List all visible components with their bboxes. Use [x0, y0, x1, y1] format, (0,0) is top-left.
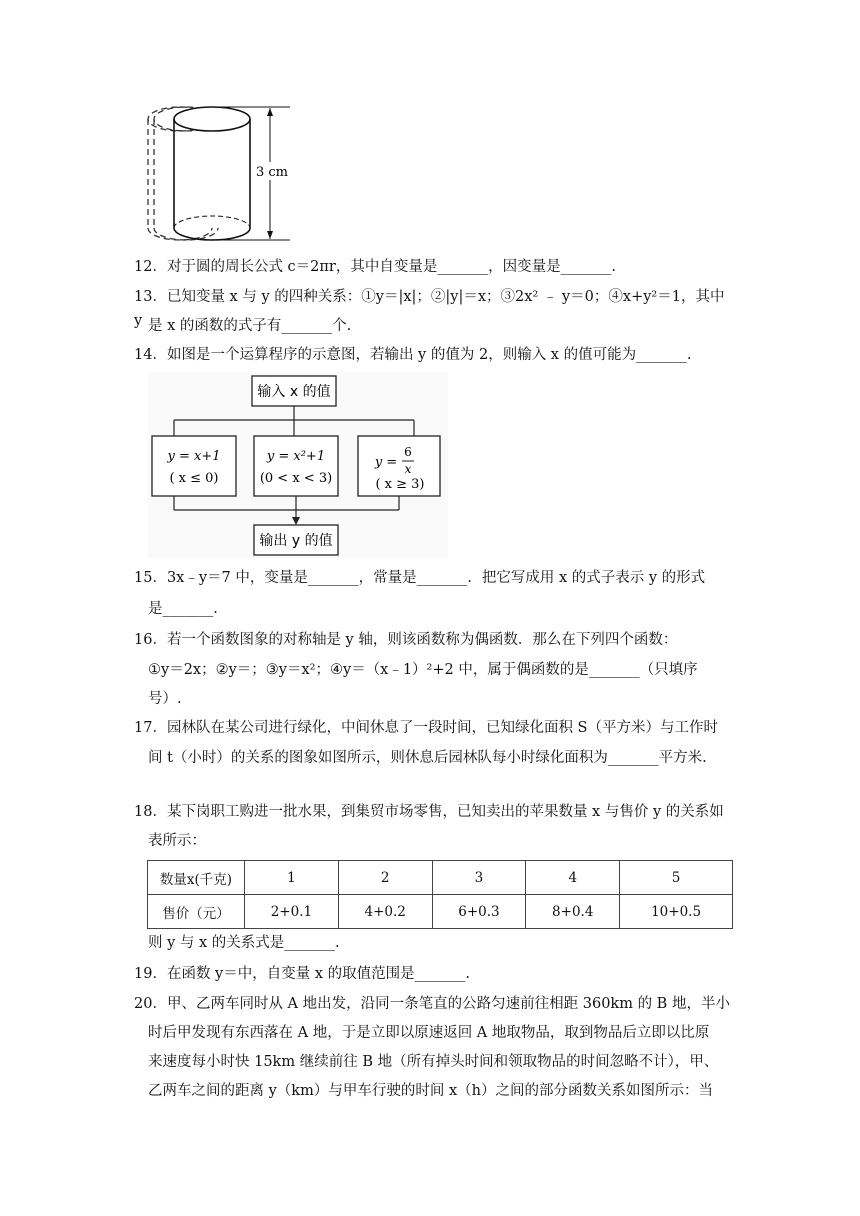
flow-box1-formula: y = x+1	[167, 449, 221, 464]
question-18-line2: 表所示：	[148, 833, 206, 849]
question-17-line2: 间 t（小时）的关系的图象如图所示，则休息后园林队每小时绿化面积为_______平方米.	[148, 750, 707, 766]
table-cell: 8+0.4	[526, 895, 620, 929]
question-18: 18．某下岗职工购进一批水果，到集贸市场零售，已知卖出的苹果数量 x 与售价 y 的关系如	[134, 804, 724, 820]
flow-box3-den: x	[404, 462, 412, 476]
price-table	[147, 860, 733, 929]
question-16-line3: 号）.	[148, 691, 182, 707]
question-20: 20．甲、乙两车同时从 A 地出发，沿同一条笔直的公路匀速前往相距 360km 的 B 地，半小	[134, 996, 730, 1012]
table-cell: 1	[245, 861, 339, 895]
table-row	[148, 895, 733, 929]
question-16: 16．若一个函数图象的对称轴是 y 轴，则该函数称为偶函数．那么在下列四个函数：	[134, 632, 678, 648]
flow-input-label: 输入 x 的值	[257, 384, 331, 400]
table-cell: 6+0.3	[432, 895, 526, 929]
table-cell: 2	[338, 861, 432, 895]
flow-box3-cond: ( x ≥ 3)	[375, 477, 425, 492]
question-14: 14．如图是一个运算程序的示意图，若输出 y 的值为 2，则输入 x 的值可能为_______.	[134, 347, 692, 363]
question-19: 19．在函数 y＝中，自变量 x 的取值范围是_______.	[134, 966, 471, 982]
table-cell: 数量x(千克)	[148, 861, 245, 895]
question-15: 15．3x﹣y＝7 中，变量是_______，常量是_______．把它写成用 x 的式子表示 y 的形式	[134, 570, 706, 586]
table-cell: 4+0.2	[338, 895, 432, 929]
flow-box2-cond: (0 < x < 3)	[259, 471, 333, 486]
table-cell: 2+0.1	[245, 895, 339, 929]
flow-box2-formula: y = x²+1	[266, 449, 326, 464]
question-15-line2: 是_______.	[148, 601, 218, 617]
question-17: 17．园林队在某公司进行绿化，中间休息了一段时间，已知绿化面积 S（平方米）与工作时	[134, 720, 718, 736]
question-20-line4: 乙两车之间的距离 y（km）与甲车行驶的时间 x（h）之间的部分函数关系如图所示：当	[148, 1083, 713, 1099]
table-cell: 5	[620, 861, 733, 895]
table-cell: 售价（元）	[148, 895, 245, 929]
flow-box3-num: 6	[404, 445, 412, 459]
flow-box1-cond: ( x ≤ 0)	[169, 471, 219, 486]
flow-output-label: 输出 y 的值	[259, 533, 333, 549]
flowchart-figure	[148, 372, 448, 558]
question-13-line2: 是 x 的函数的式子有_______个.	[148, 318, 352, 334]
table-cell: 3	[432, 861, 526, 895]
question-16-line2: ①y＝2x；②y＝；③y＝x²；④y＝（x﹣1）²+2 中，属于偶函数的是_______（只填序	[148, 662, 698, 678]
question-12: 12．对于圆的周长公式 c＝2πr，其中自变量是_______，因变量是_______.	[134, 259, 616, 275]
height-label: 3 cm	[255, 165, 289, 180]
question-13: 13．已知变量 x 与 y 的四种关系：①y＝|x|；②|y|＝x；③2x² ﹣ y＝0；④x+y²＝1，其中 y	[134, 289, 725, 329]
flow-box3-lhs: y =	[374, 455, 398, 470]
table-cell: 10+0.5	[620, 895, 733, 929]
question-20-line3: 来速度每小时快 15km 继续前往 B 地（所有掉头时间和领取物品的时间忽略不计），甲、	[148, 1054, 719, 1070]
table-cell: 4	[526, 861, 620, 895]
cylinder-figure	[140, 98, 300, 250]
question-18-after: 则 y 与 x 的关系式是_______.	[148, 935, 340, 951]
table-row	[148, 861, 733, 895]
question-20-line2: 时后甲发现有东西落在 A 地，于是立即以原速返回 A 地取物品，取到物品后立即以比原	[148, 1025, 710, 1041]
